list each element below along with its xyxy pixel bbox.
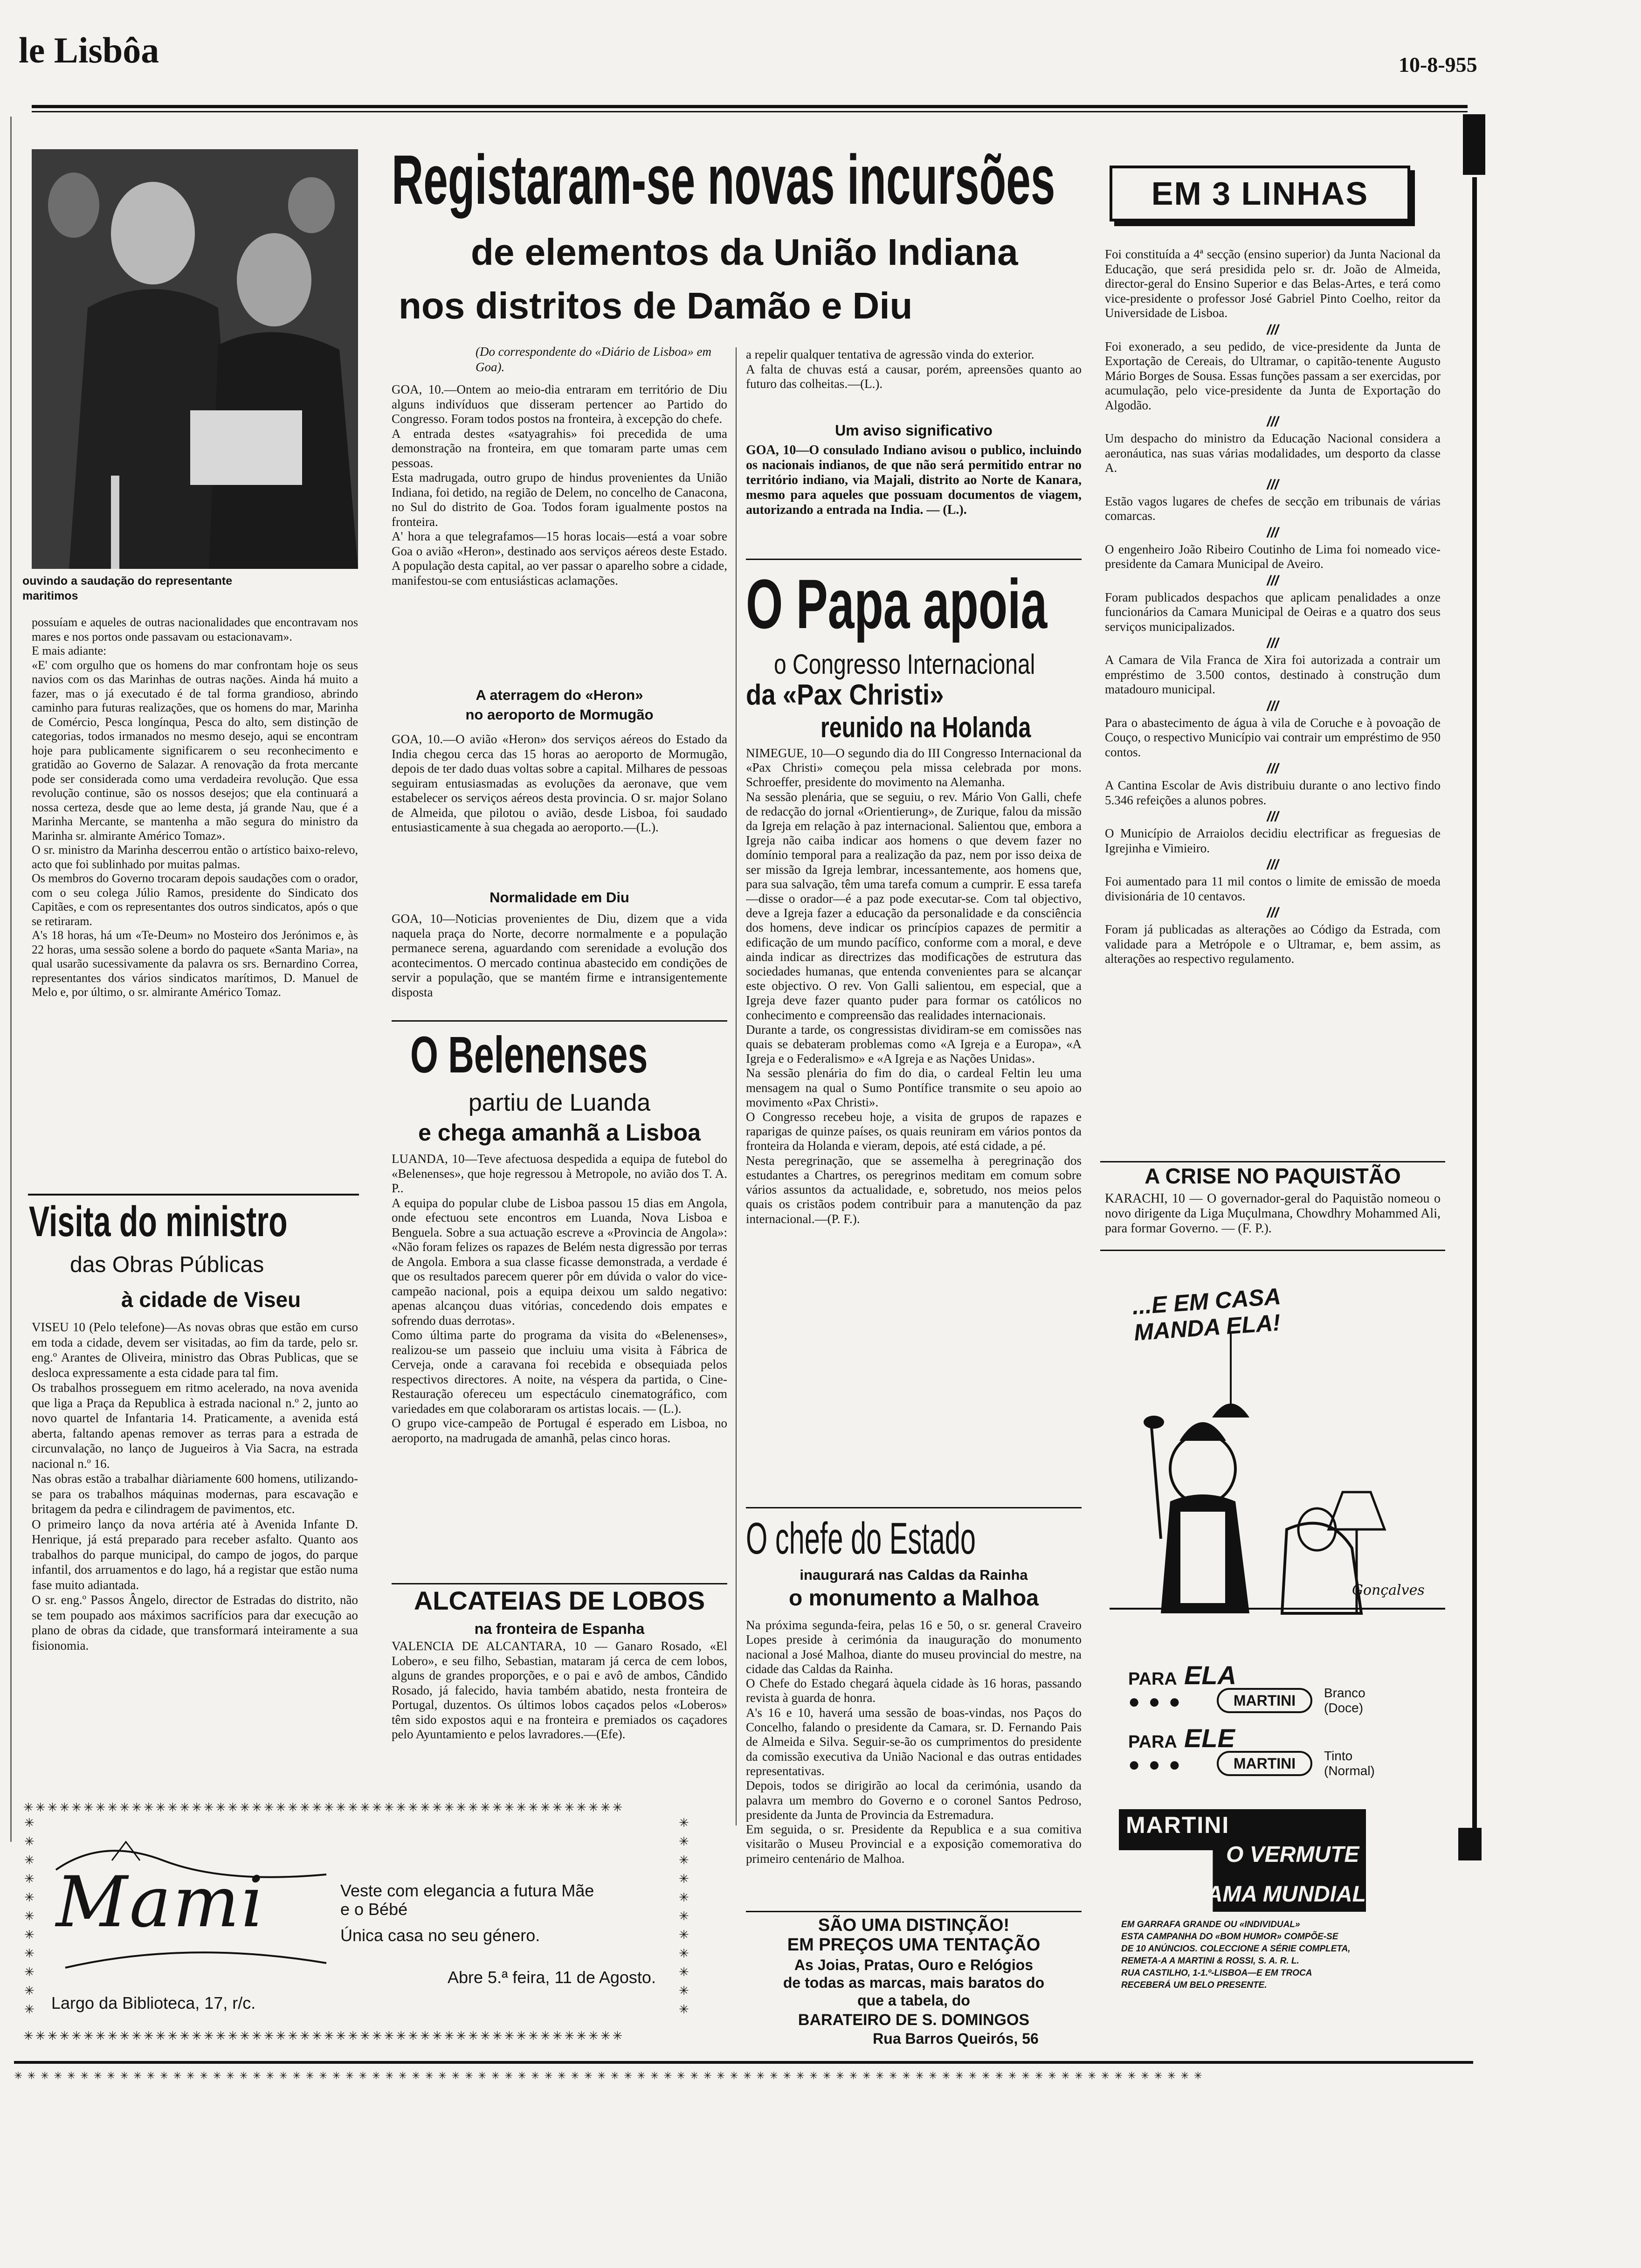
crise-body: KARACHI, 10 — O governador-geral do Paquistão nomeou o novo dirigente da Liga Muçulmana, Chowdhry Mohammed Ali, para formar Governo. — (F. P.).	[1105, 1191, 1441, 1236]
alcateias-top-rule	[392, 1583, 727, 1584]
mami-flourish-icon	[47, 1832, 336, 1982]
barateiro-line4: BARATEIRO DE S. DOMINGOS	[798, 2011, 1030, 2029]
linhas-separator: ///	[1267, 857, 1279, 872]
visita-subtitle: das Obras Públicas	[70, 1252, 264, 1277]
right-margin-bar	[1463, 114, 1485, 175]
linhas-item: A Camara de Vila Franca de Xira foi autorizada a contrair um empréstimo de 3.500 contos, destinado à construção dum matadouro municipal.	[1105, 653, 1441, 696]
incursoes-deck2: nos distritos de Damão e Diu	[399, 285, 913, 326]
papa-body: NIMEGUE, 10—O segundo dia do III Congresso Internacional da «Pax Christi» começou pela missa celebrada por mons. Schroeffer, presidente do movimento na Alemanha. Na sessão plenária, que se seguiu, o rev. Mário Von Galli, chefe de redacção do jornal «Orientierung», de Zurique, falou da missão da Igreja em relação à paz internacional. Salientou que, embora a Igreja não caiba indicar aos homens o que devem fazer no domínio temporal para a realização da paz, nem por isso deixa de ser missão da Igreja lembrar, incessantemente, aos homens que, para sua salvação, têm uma tarefa comum a cumprir. E essa tarefa—disse o orador—é a paz pode executar-se. Com tal objectivo, deve a Igreja fazer a educação da personalidade e da consciência dos homens, deve indicar os princípios capazes de permitir a edificação de um mundo pacífico, conforme com a moral, e deve ainda indicar as directrizes das modificações de estrutura das sociedades humanas, que entenda convenientes para se alcançar este objectivo. O rev. Von Galli salientou, em especial, que a Igreja deve fazer quanto puder para formar os católicos no conhecimento e compreensão das realidades internacionais. Durante a tarde, os congressistas dividiram-se em comissões nas quais se debateram problemas como «A Igreja e a Europa», «A Igreja e o Federalismo» e «A Igreja e as Nações Unidas». Na sessão plenária do fim do dia, o cardeal Feltin leu uma mensagem na qual o Sumo Pontífice transmite o seu apoio ao movimento «Pax Christi». O Congresso recebeu hoje, a visita de grupos de rapazes e raparigas de quinze países, os quais reuniram em vários pontos da fronteira da Holanda e vieram, depois, até está cidade, a pé. Nesta peregrinação, que se assemelha à peregrinação dos estudantes a Chartres, os peregrinos meditam em comum sobre vários assuntos da actualidade, e, sobretudo, nos meios pelos quais os cristãos podem contribuir para a manutenção da paz internacional.—(P. F.).	[746, 746, 1082, 1226]
masthead: le Lisbôa	[19, 30, 159, 70]
martini-branco-label: Branco (Doce)	[1324, 1686, 1365, 1715]
mami-line1: Veste com elegancia a futura Mãe e o Bébé	[340, 1881, 594, 1919]
diu-subhead: Normalidade em Diu	[490, 889, 629, 906]
crise-top-rule	[1100, 1161, 1445, 1162]
visita-body: VISEU 10 (Pelo telefone)—As novas obras que estão em curso em toda a cidade, devem ser visitadas, ao fim da tarde, pelo sr. eng.º Arantes de Oliveira, ministro das Obras Publicas, que se desloca expressamente a esta cidade para tal fim. Os trabalhos prosseguem em ritmo acelerado, na nova avenida que liga a Praça da Republica à estrada nacional n.º 2, junto ao novo quartel de Infantaria 14. Praticamente, a avenida está aberta, faltando apenas remover as terras para a estrada de circunvalação, no lanço de Jugueiros à Via Sacra, na estrada nacional n.º 16. Nas obras estão a trabalhar diàriamente 600 homens, utilizando-se para os trabalhos máquinas modernas, para escavação e britagem da pedra e cilindragem de pavimentos, etc. O primeiro lanço da nova artéria até à Avenida Infante D. Henrique, já está preparado para receber asfalto. Quanto aos trabalhos do parque municipal, do campo de jogos, do parque infantil, dos arruamentos e do lago, há a registar que estão numa fase muito adiantada. O sr. eng.º Passos Ângelo, director de Estradas do distrito, não se tem poupado aos máximos sacrifícios para dar execução ao plano de obras da cidade, que transformará inteiramente a sua fisionomia.	[32, 1320, 358, 1653]
linhas-title: EM 3 LINHAS	[1151, 175, 1369, 212]
mami-border-right: ✳ ✳ ✳ ✳ ✳ ✳ ✳ ✳ ✳ ✳ ✳	[679, 1816, 689, 2017]
ela-dots: ●●●	[1128, 1690, 1189, 1712]
papa-deck3: reunido na Holanda	[820, 712, 1031, 744]
linhas-item: Foram publicados despachos que aplicam penalidades a onze funcionários da Camara Municipal de Oeiras e a quatro dos seus serviços municipalizados.	[1105, 590, 1441, 634]
linhas-separator: ///	[1267, 761, 1279, 776]
linhas-list	[1105, 247, 1441, 1161]
news-photo	[32, 149, 358, 569]
footer-rule	[14, 2061, 1473, 2064]
right-margin-line	[1472, 177, 1477, 1828]
barateiro-line1: SÃO UMA DISTINÇÃO!	[818, 1915, 1010, 1935]
alcateias-body: VALENCIA DE ALCANTARA, 10 — Ganaro Rosado, «El Lobero», e seu filho, Sebastian, mataram já cerca de cem lobos, alguns de grandes proporções, e o pai e avô de ambos, Cândido Rosado, já falecido, havia também abatido, nesta fronteira de Portugal, duzentos. Os últimos lobos caçados pelos «Loberos» têm sido expostos aqui e na fronteira e premiados os caçadores pelo Ayuntamiento e pelos lavradores.—(Efe).	[392, 1639, 727, 1741]
martini-badge-tinto: MARTINI	[1217, 1751, 1312, 1776]
papa-divider	[746, 1507, 1082, 1508]
linhas-item: A Cantina Escolar de Avis distribuiu durante o ano lectivo findo 5.346 refeições a alunos pobres.	[1105, 778, 1441, 807]
vermute-line1: O VERMUTE	[1226, 1842, 1359, 1867]
photo-figures	[32, 149, 358, 569]
barateiro-line3: As Joias, Pratas, Ouro e Relógios de todas as marcas, mais baratos do que a tabela, do	[783, 1957, 1045, 2009]
visita-title: Visita do ministro	[29, 1198, 288, 1245]
para-ele-label: PARA	[1128, 1732, 1177, 1752]
barateiro-line5: Rua Barros Queirós, 56	[873, 2030, 1039, 2047]
linhas-separator: ///	[1267, 636, 1279, 651]
para-ela-label: PARA	[1128, 1669, 1177, 1689]
aviso-subhead: Um aviso significativo	[835, 422, 993, 439]
linhas-item: Um despacho do ministro da Educação Nacional considera a aeronáutica, nas suas várias modalidades, um desporto da classe A.	[1105, 431, 1441, 475]
left-col-body: possuíam e aqueles de outras nacionalidades que encontravam nos mares e nos portos onde passavam ou estacionavam». E mais adiante: «E' com orgulho que os homens do mar confrontam hoje os seus navios com os das Marinhas de outras nações. Ainda há muito a fazer, mas o já executado é de tal forma grandioso, abrindo caminho para futuras realizações, que os homens do mar, Marinha de Comércio, Pesca longínqua, Pesca do alto, sem distinção de categorias, todos irmanados no mesmo desejo, aqui se encontram hoje para publicamente significarem o seu reconhecimento e gratidão ao Governo de Salazar. A renovação da frota mercante pode ser considerada como uma verdadeira revolução. Que essa revolução continue, são os nossos desejos; que ela continuará a nossa certeza, desde que ao leme desta, já grande Nau, que é a Marinha Mercante, se mantenha a mão segura do ministro da Marinha sr. almirante Américo Tomaz». O sr. ministro da Marinha descerrou então o artístico baixo-relevo, acto que foi sublinhado por muitas palmas. Os membros do Governo trocaram depois saudações com o orador, com o seu colega Júlio Ramos, presidente do Sindicato dos Capitães, e com os representantes dos outros sindicatos, após o que se retiraram. A's 18 horas, há um «Te-Deum» no Mosteiro dos Jerónimos e, às 22 horas, uma sessão solene a bordo do paquete «Santa Maria», na qual usarão sucessivamente da palavra os srs. Bernardino Correa, representantes dos vários sindicatos marítimos, D. Manuel de Melo e, por último, o sr. almirante Américo Tomaz.	[32, 615, 358, 999]
crise-headline: A CRISE NO PAQUISTÃO	[1145, 1164, 1401, 1188]
ele-dots: ●●●	[1128, 1753, 1189, 1775]
linhas-separator: ///	[1267, 414, 1279, 429]
svg-text:Gonçalves: Gonçalves	[1352, 1582, 1425, 1598]
linhas-separator: ///	[1267, 573, 1279, 588]
chefe-deck2: o monumento a Malhoa	[788, 1586, 1039, 1611]
linhas-item: Foi aumentado para 11 mil contos o limite de emissão de moeda divisionária de 10 centavos.	[1105, 874, 1441, 903]
martini-tinto-label: Tinto (Normal)	[1324, 1749, 1375, 1778]
issue-date: 10-8-955	[1399, 53, 1477, 76]
belenenses-headline: O Belenenses	[410, 1026, 648, 1084]
martini-badge-branco: MARTINI	[1217, 1688, 1312, 1713]
mami-line3: Abre 5.ª feira, 11 de Agosto.	[448, 1968, 656, 1987]
middle-divider	[736, 347, 737, 1825]
linhas-item: Foi exonerado, a seu pedido, de vice-presidente da Junta de Exportação de Cereais, do Ultramar, o capitão-tenente Augusto Mário Borges de Sousa. Essas funções passam a ser exercidas, por acumulação, pelo vice-presidente da Junta de Exportação do Algodão.	[1105, 339, 1441, 412]
linhas-item: Foi constituída a 4ª secção (ensino superior) da Junta Nacional da Educação, que será presidida pelo sr. dr. João de Almeida, director-geral do Ensino Superior e das Belas-Artes, e terá como vice-presidente o professor José Gabriel Pinto Coelho, reitor da Universidade de Lisboa.	[1105, 247, 1441, 320]
linhas-item: O engenheiro João Ribeiro Coutinho de Lima foi nomeado vice-presidente da Camara Municipal de Aveiro.	[1105, 542, 1441, 571]
photo-caption: ouvindo a saudação do representante maritimos	[22, 574, 233, 602]
papa-deck2: da «Pax Christi»	[746, 679, 944, 711]
incursoes-col1: GOA, 10.—Ontem ao meio-dia entraram em território de Diu alguns indivíduos que disseram pertencer ao Partido do Congresso. Foram todos postos na fronteira, à excepção do chefe. A entrada destes «satyagrahis» foi precedida de uma demonstração na fronteira, em que tomaram parte umas cem pessoas. Esta madrugada, outro grupo de hindus provenientes da União Indiana, foi detido, na região de Delem, no concelho de Canacona, no Sul do distrito de Goa. Todos foram igualmente postos na fronteira. A' hora a que telegrafamos—15 horas locais—está a voar sobre Goa o avião «Heron», destinado aos serviços aéreos deste Estado. A população desta capital, ao ver passar o aparelho sobre a cidade, manifestou-se com entusiásticas aclamações.	[392, 382, 727, 588]
incursoes-col2b: GOA, 10—O consulado Indiano avisou o publico, incluindo os nacionais indianos, de que não será permitido entrar no território indiano, via Majali, distrito ao Norte de Kanara, mesmo para aqueles que possuam documentos de viagem, autorizando a entrada na India. — (L.).	[746, 443, 1082, 517]
ela-label: ELA	[1184, 1660, 1236, 1690]
barateiro-line2: EM PREÇOS UMA TENTAÇÃO	[787, 1935, 1041, 1955]
header-rule	[32, 105, 1468, 108]
incursoes-credit: (Do correspondente do «Diário de Lisboa» em Goa).	[476, 345, 711, 374]
footer-stars: ✳✳✳✳✳✳✳✳✳✳✳✳✳✳✳✳✳✳✳✳✳✳✳✳✳✳✳✳✳✳✳✳✳✳✳✳✳✳✳✳✳✳✳✳✳✳✳✳✳✳✳✳✳✳✳✳✳✳✳✳✳✳✳✳✳✳✳✳✳✳✳✳✳✳✳✳✳✳✳✳✳✳✳✳✳✳✳✳✳✳	[14, 2070, 1207, 2082]
chefe-headline: O chefe do Estado	[746, 1514, 976, 1563]
chefe-divider	[746, 1911, 1082, 1912]
visita-kicker: à cidade de Viseu	[121, 1287, 301, 1312]
mami-border-top: ✳✳✳✳✳✳✳✳✳✳✳✳✳✳✳✳✳✳✳✳✳✳✳✳✳✳✳✳✳✳✳✳✳✳✳✳✳✳✳✳✳✳✳✳✳✳✳✳✳✳	[23, 1801, 625, 1815]
linhas-separator: ///	[1267, 698, 1279, 714]
linhas-title-box	[1110, 166, 1410, 221]
header-rule-thin	[32, 111, 1468, 112]
linhas-separator: ///	[1267, 525, 1279, 540]
belenenses-body: LUANDA, 10—Teve afectuosa despedida a equipa de futebol do «Belenenses», que hoje regressou à Metropole, no avião dos T. A. P.. A equipa do popular clube de Lisboa passou 15 dias em Angola, onde efectuou sete encontros em Luanda, Nova Lisboa e Benguela. Sobre a sua actuação escreve a «Provincia de Angola»: «Não foram felizes os rapazes de Belém nesta digressão por terras de Angola. Embora a sua classe ficasse demonstrada, a verdade é que os resultados parecem querer pôr em dúvida o valor do vice-campeão nacional, pois a equipa deixou um saldo negativo: apenas alcançou duas vitórias, concedendo dois empates e sofrendo duas derrotas». Como última parte do programa da visita do «Belenenses», realizou-se um passeio que incluiu uma visita à Fábrica de Cerveja, onde a caravana foi recebida e obsequiada pelos respectivos directores. A noite, na véspera da partida, o Cine-Restauração ofereceu um espectáculo cinematográfico, com variedades em que colaboraram os artistas locais. — (L.). O grupo vice-campeão de Portugal é esperado em Lisboa, no aeroporto, na madrugada de amanhã, pelas cinco horas.	[392, 1152, 727, 1445]
mami-address: Largo da Biblioteca, 17, r/c.	[51, 1993, 256, 2012]
mami-border-bottom: ✳✳✳✳✳✳✳✳✳✳✳✳✳✳✳✳✳✳✳✳✳✳✳✳✳✳✳✳✳✳✳✳✳✳✳✳✳✳✳✳✳✳✳✳✳✳✳✳✳✳	[23, 2029, 625, 2043]
left-col-divider	[28, 1194, 359, 1196]
incursoes-deck1: de elementos da União Indiana	[471, 231, 1018, 273]
alcateias-headline: ALCATEIAS DE LOBOS	[414, 1586, 705, 1615]
linhas-separator: ///	[1267, 477, 1279, 492]
linhas-item: Estão vagos lugares de chefes de secção em tribunais de várias comarcas.	[1105, 494, 1441, 523]
chefe-body: Na próxima segunda-feira, pelas 16 e 50, o sr. general Craveiro Lopes preside à cerimónia da inauguração do monumento nacional a José Malhoa, diante do museu provincial do mestre, na cidade das Caldas da Rainha. O Chefe do Estado chegará àquela cidade às 16 horas, passando revista à guarda de honra. A's 16 e 10, haverá uma sessão de boas-vindas, nos Paços do Concelho, falando o presidente da Camara, sr. D. Fernando Pais de Almeida e Silva. Seguir-se-ão os cumprimentos do presidente da comissão executiva da União Nacional e das outras entidades representativas. Depois, todos se dirigirão ao local da cerimónia, usando da palavra um membro do Governo e o coronel Santos Pedroso, presidente da Junta de Provincia da Estremadura. Em seguida, o sr. Presidente da Republica e a sua comitiva visitarão o Museu Provincial e a exposição comemorativa do primeiro centenário de Malhoa.	[746, 1618, 1082, 1866]
right-margin-bar-bottom	[1458, 1828, 1482, 1860]
belenenses-deck1: partiu de Luanda	[468, 1089, 651, 1116]
martini-slogan: ...E EM CASA MANDA ELA!	[1131, 1283, 1282, 1346]
martini-small-print: EM GARRAFA GRANDE OU «INDIVIDUAL» ESTA CAMPANHA DO «BOM HUMOR» COMPÕE-SE DE 10 ANÚNCIOS. COLECCIONE A SÉRIE COMPLETA, REMETA-A A MARTINI & ROSSI, S. A. R. L. RUA CASTILHO, 1-1.º-LISBOA—E EM TROCA RECEBERÁ UM BELO PRESENTE.	[1121, 1920, 1351, 1990]
incursoes-headline: Registaram-se novas incursões	[392, 140, 1055, 219]
linhas-separator: ///	[1267, 809, 1279, 824]
incursoes-col1c: GOA, 10—Noticias provenientes de Diu, dizem que a vida naquela praça do Norte, decorre normalmente e a população permanece serena, aguardando com serenidade a evolução dos acontecimentos. O mercado continua abastecido em condições de servir a população, que se mantém firme e intransigentemente disposta	[392, 912, 727, 999]
martini-cartoon	[1110, 1334, 1445, 1623]
incursoes-col2: a repelir qualquer tentativa de agressão vinda do exterior. A falta de chuvas está a causar, porém, apreensões quanto ao futuro das colheitas.—(L.).	[746, 347, 1082, 391]
alcateias-deck: na fronteira de Espanha	[474, 1620, 645, 1637]
left-margin-line	[10, 117, 12, 1842]
mami-border-left: ✳ ✳ ✳ ✳ ✳ ✳ ✳ ✳ ✳ ✳ ✳	[24, 1816, 34, 2017]
crise-bottom-rule	[1100, 1250, 1445, 1251]
linhas-item: O Município de Arraiolos decidiu electrificar as freguesias de Igrejinha e Vimieiro.	[1105, 826, 1441, 855]
linhas-item: Para o abastecimento de água à vila de Coruche e à povoação de Couço, o respectivo Município vai contrair um empréstimo de 950 contos.	[1105, 715, 1441, 759]
chefe-deck1: inaugurará nas Caldas da Rainha	[800, 1567, 1028, 1583]
aviso-divider	[746, 559, 1082, 560]
belenenses-top-rule	[392, 1020, 727, 1022]
belenenses-deck2: e chega amanhã a Lisboa	[418, 1120, 701, 1146]
linhas-separator: ///	[1267, 905, 1279, 920]
ele-label: ELE	[1184, 1723, 1235, 1753]
papa-deck1: o Congresso Internacional	[774, 649, 1035, 680]
vermute-line2: DE FAMA MUNDIAL	[1157, 1882, 1366, 1907]
incursoes-col1b: GOA, 10.—O avião «Heron» dos serviços aéreos do Estado da India chegou cerca das 15 horas ao aeroporto de Mormugão, depois de ter dado duas voltas sobre a capital. Milhares de pessoas seguiram entusiasmadas as evoluções da aeronave, que vem estabelecer os serviços aéreos desta provincia. O sr. major Solano de Almeida, que pilotou o avião, desde Lisboa, foi saudado entusiasticamente à sua chegada ao aeroporto.—(L.).	[392, 732, 727, 834]
linhas-separator: ///	[1267, 322, 1279, 338]
heron-subhead: A aterragem do «Heron» no aeroporto de Mormugão	[465, 687, 654, 723]
martini-logo: MARTINI	[1126, 1812, 1230, 1838]
papa-headline: O Papa apoia	[746, 565, 1048, 643]
mami-logo: Mami	[56, 1862, 266, 1943]
mami-line2: Única casa no seu género.	[340, 1926, 540, 1945]
linhas-item: Foram já publicadas as alterações ao Código da Estrada, com validade para a Metrópole e o Ultramar, e, bem assim, as alterações ao respectivo regulamento.	[1105, 922, 1441, 966]
